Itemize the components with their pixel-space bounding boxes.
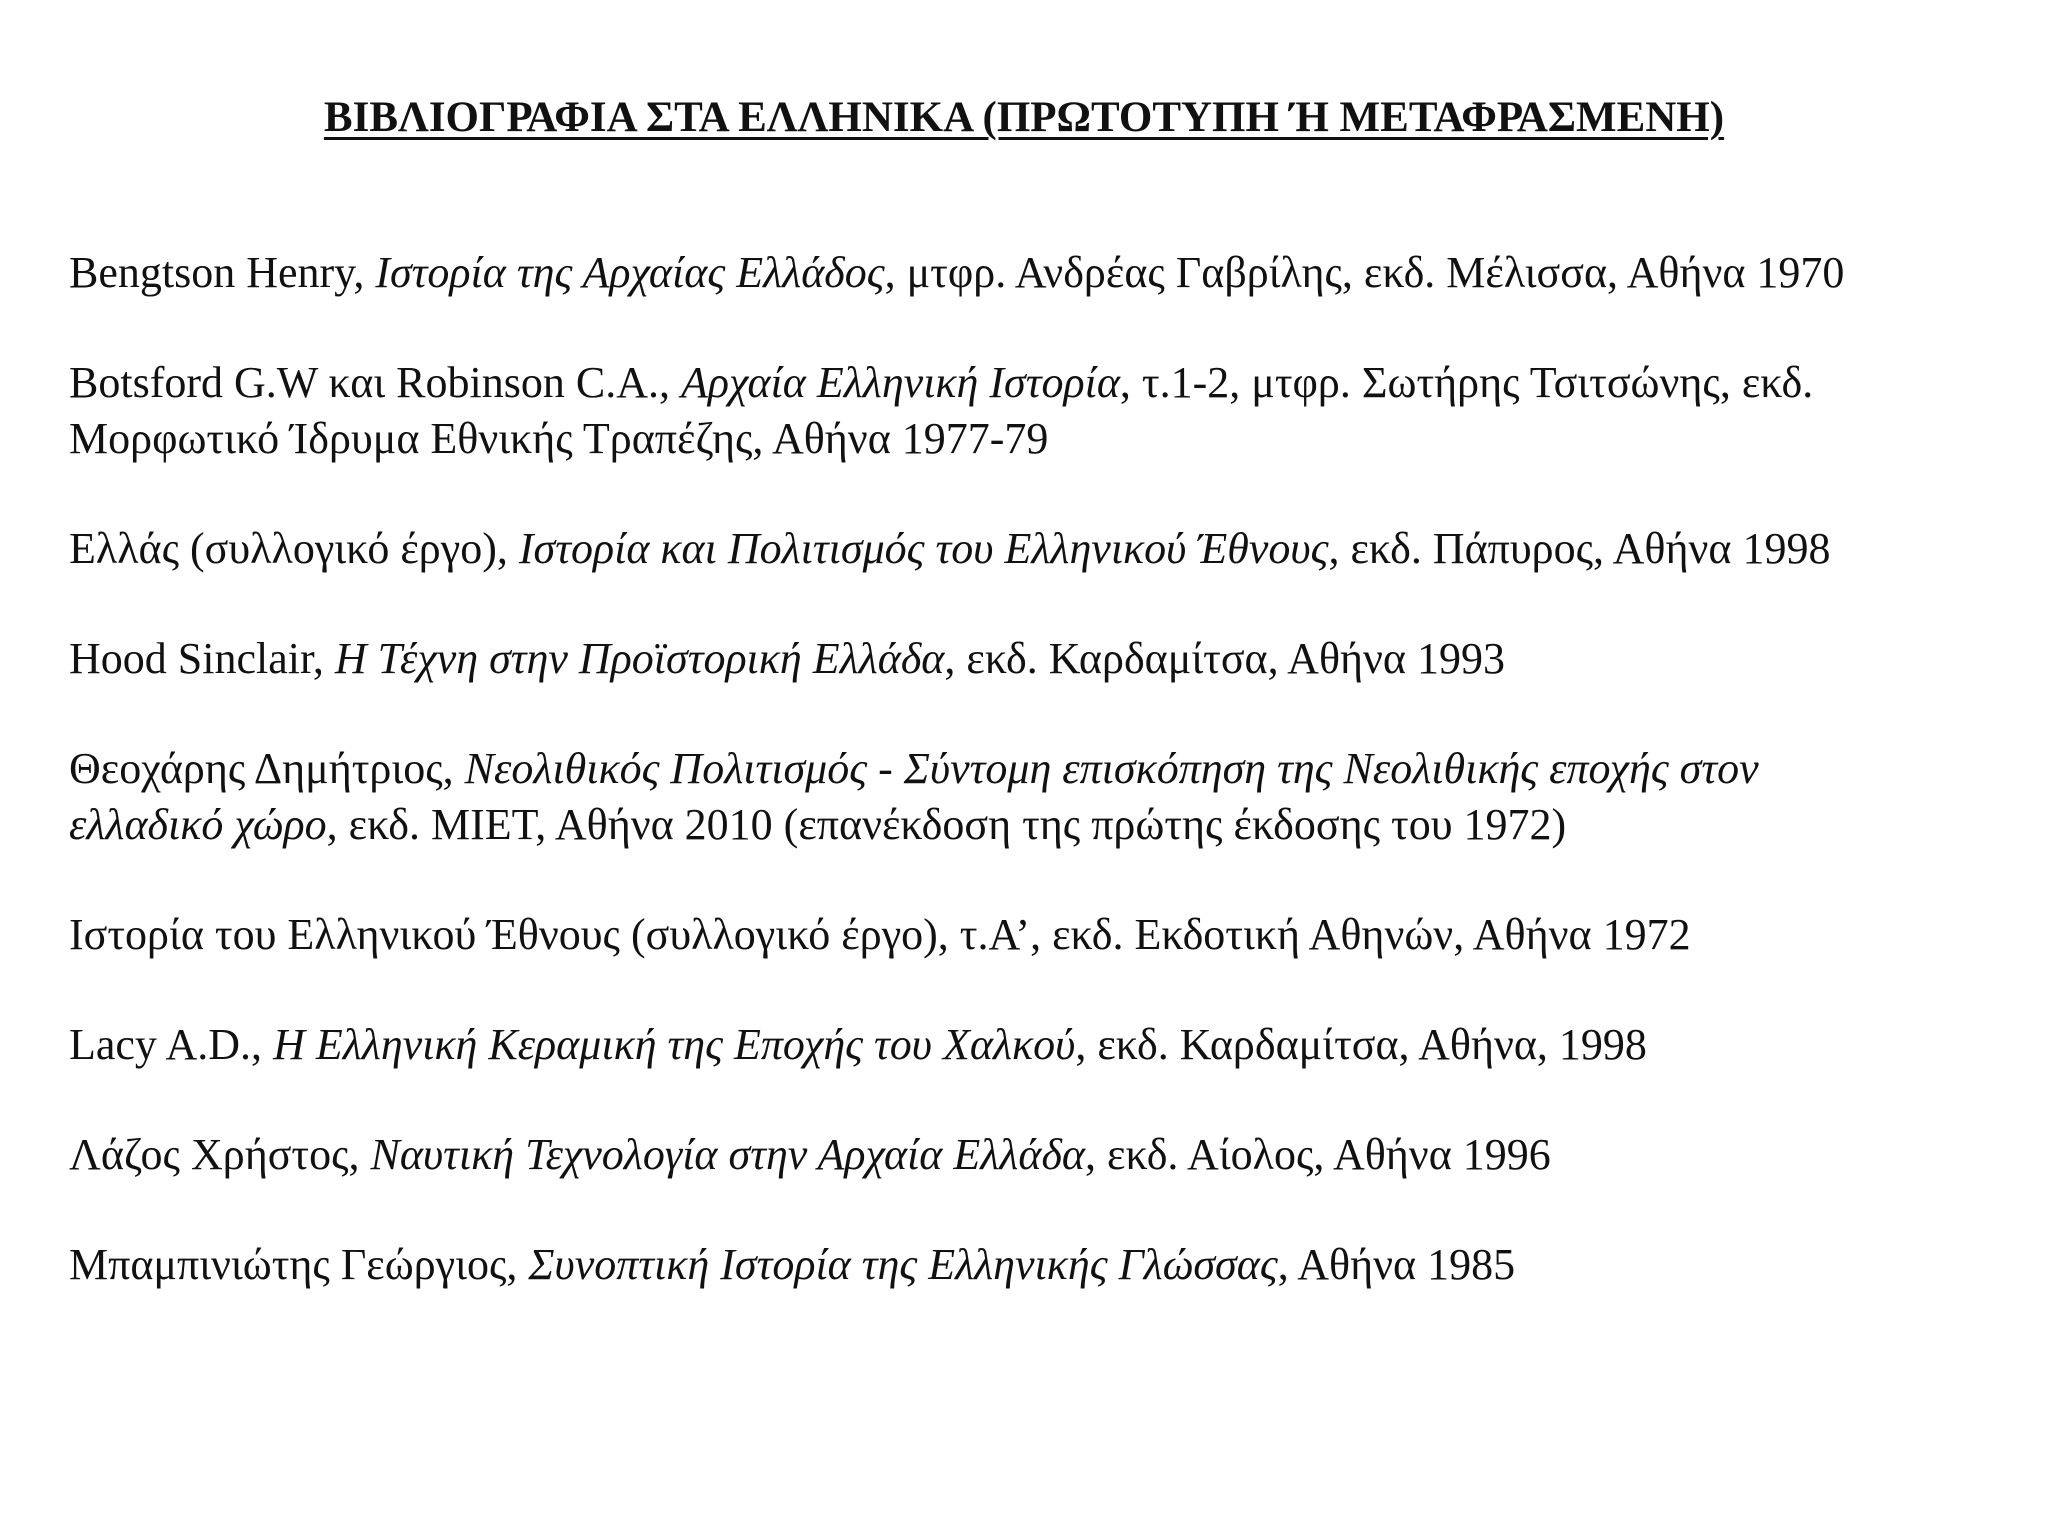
- bibliography-entry: [69, 741, 1999, 853]
- entry-line: [69, 1017, 1999, 1073]
- entry-publication: , μτφρ. Ανδρέας Γαβρίλης, εκδ. Μέλισσα, Αθήνα 1970: [884, 248, 1845, 297]
- entry-line: [69, 1127, 1999, 1183]
- entry-text: Ιστορία του Ελληνικού Έθνους (συλλογικό έργο), τ.Α’, εκδ. Εκδοτική Αθηνών, Αθήνα 1972: [69, 910, 1691, 959]
- entry-line: [69, 411, 1999, 467]
- entry-title: Νεολιθικός Πολιτισμός - Σύντομη επισκόπηση της Νεολιθικής εποχής στον: [464, 744, 1759, 793]
- entry-publication: , τ.1-2, μτφρ. Σωτήρης Τσιτσώνης, εκδ.: [1119, 358, 1814, 407]
- entry-author: Botsford G.W και Robinson C.A.,: [69, 358, 682, 407]
- entry-publication: , εκδ. Καρδαμίτσα, Αθήνα 1993: [944, 634, 1505, 683]
- entry-author: Μπαμπινιώτης Γεώργιος,: [69, 1240, 529, 1289]
- page-title: ΒΙΒΛΙΟΓΡΑΦΙΑ ΣΤΑ ΕΛΛΗΝΙΚΑ (ΠΡΩΤΟΤΥΠΗ Ή ΜΕΤΑΦΡΑΣΜΕΝΗ): [323, 94, 1725, 141]
- bibliography-list: [69, 245, 1999, 1293]
- entry-line: [69, 797, 1999, 853]
- entry-publication: , Αθήνα 1985: [1277, 1240, 1516, 1289]
- entry-publication: Μορφωτικό Ίδρυμα Εθνικής Τραπέζης, Αθήνα 1977-79: [69, 414, 1049, 463]
- entry-author: Hood Sinclair,: [69, 634, 335, 683]
- entry-author: Bengtson Henry,: [69, 248, 376, 297]
- entry-line: [69, 631, 1999, 687]
- bibliography-entry: [69, 1237, 1999, 1293]
- entry-line: [69, 355, 1999, 411]
- bibliography-entry: [69, 245, 1999, 301]
- entry-author: Ελλάς (συλλογικό έργο),: [69, 524, 519, 573]
- entry-title: Η Ελληνική Κεραμική της Εποχής του Χαλκού: [273, 1020, 1076, 1069]
- entry-line: [69, 245, 1999, 301]
- entry-title: Η Τέχνη στην Προϊστορική Ελλάδα: [334, 634, 945, 683]
- entry-line: [69, 741, 1999, 797]
- entry-publication: , εκδ. Πάπυρος, Αθήνα 1998: [1328, 524, 1831, 573]
- entry-title: Ναυτική Τεχνολογία στην Αρχαία Ελλάδα: [370, 1130, 1086, 1179]
- entry-line: [69, 907, 1999, 963]
- entry-publication: , εκδ. Αίολος, Αθήνα 1996: [1085, 1130, 1551, 1179]
- bibliography-entry: [69, 521, 1999, 577]
- entry-publication: , εκδ. ΜΙΕΤ, Αθήνα 2010 (επανέκδοση της πρώτης έκδοσης του 1972): [326, 800, 1567, 849]
- entry-line: [69, 1237, 1999, 1293]
- entry-title: ελλαδικό χώρο: [69, 800, 327, 849]
- entry-author: Θεοχάρης Δημήτριος,: [69, 744, 465, 793]
- entry-title: Ιστορία και Πολιτισμός του Ελληνικού Έθνους: [518, 524, 1329, 573]
- entry-line: [69, 521, 1999, 577]
- entry-author: Lacy A.D.,: [69, 1020, 274, 1069]
- entry-title: Ιστορία της Αρχαίας Ελλάδος: [375, 248, 885, 297]
- bibliography-entry: [69, 1017, 1999, 1073]
- entry-title: Συνοπτική Ιστορία της Ελληνικής Γλώσσας: [528, 1240, 1278, 1289]
- entry-title: Αρχαία Ελληνική Ιστορία: [681, 358, 1120, 407]
- entry-author: Λάζος Χρήστος,: [69, 1130, 371, 1179]
- entry-publication: , εκδ. Καρδαμίτσα, Αθήνα, 1998: [1075, 1020, 1647, 1069]
- bibliography-entry: [69, 355, 1999, 467]
- bibliography-entry: [69, 1127, 1999, 1183]
- bibliography-entry: [69, 907, 1999, 963]
- bibliography-entry: [69, 631, 1999, 687]
